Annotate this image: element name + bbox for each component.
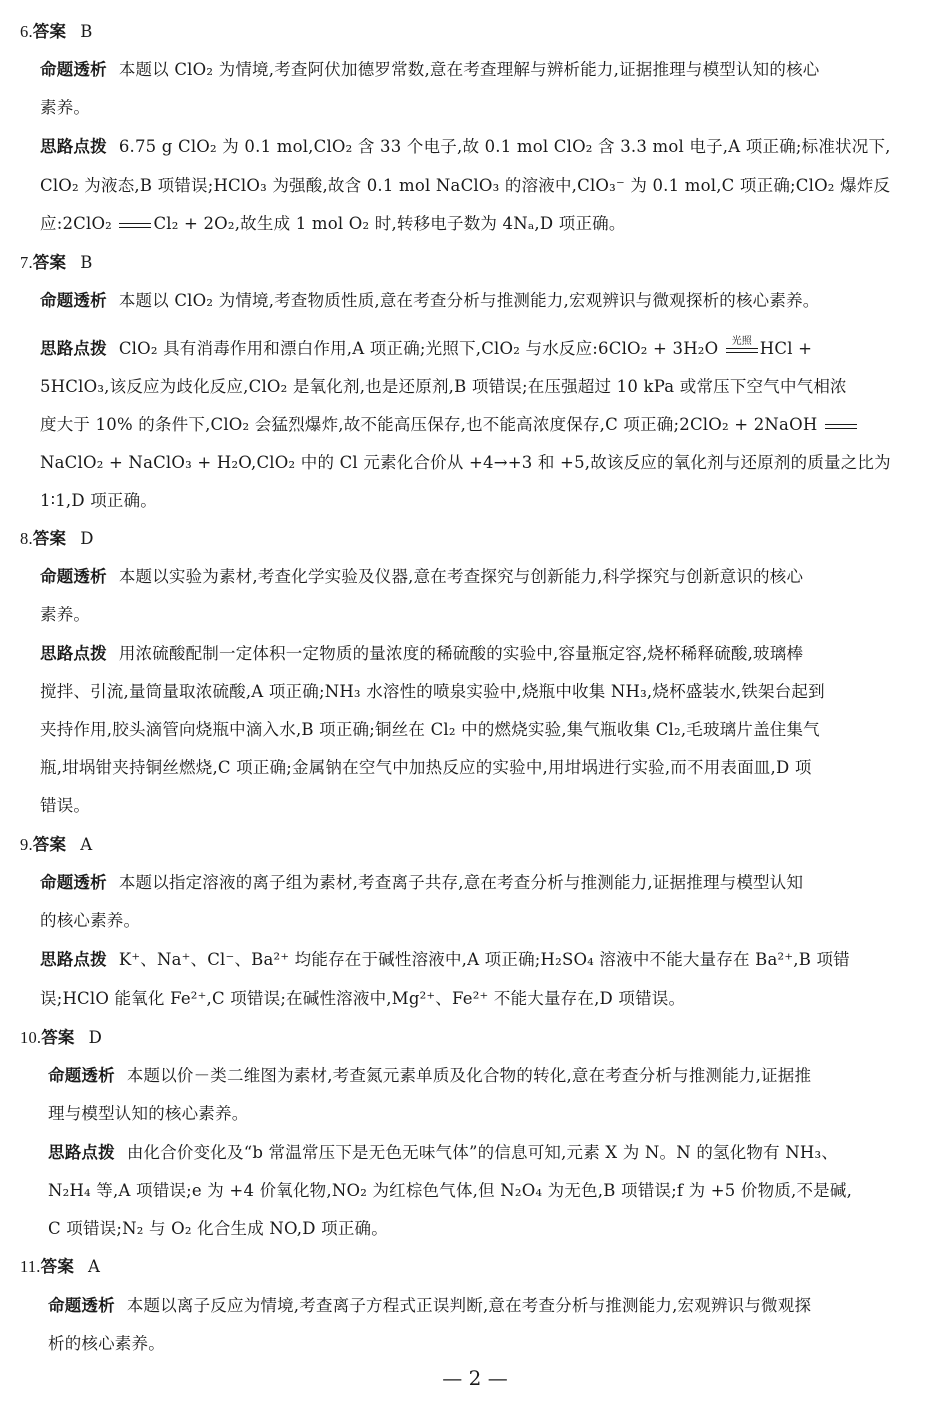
q7-analysis-line-1 bbox=[40, 291, 928, 311]
text: 度大于 10% 的条件下,ClO₂ 会猛烈爆炸,故不能高压保存,也不能高浓度保存,C 项正确;2ClO₂ + 2NaOH bbox=[40, 415, 823, 434]
q6-hint-line-2: ClO₂ 为液态,B 项错误;HClO₃ 为强酸,故含 0.1 mol NaClO₃ 的溶液中,ClO₃⁻ 为 0.1 mol,C 项正确;ClO₂ 爆炸反 bbox=[40, 176, 891, 195]
q6-answer-line bbox=[20, 22, 928, 42]
text: 本题以 ClO₂ 为情境,考查物质性质,意在考查分析与推测能力,宏观辨识与微观探析的核心素养。 bbox=[118, 291, 820, 310]
text: 应:2ClO₂ bbox=[40, 214, 118, 233]
q11-analysis-line-1 bbox=[48, 1296, 928, 1316]
text: 本题以实验为素材,考查化学实验及仪器,意在考查探究与创新能力,科学探究与创新意识的核心 bbox=[118, 567, 804, 586]
q7-answer-line bbox=[20, 253, 928, 273]
q6-hint-line-3 bbox=[40, 214, 928, 235]
question-number: 10. bbox=[20, 1028, 42, 1047]
answer-value: B bbox=[80, 22, 93, 41]
equals-sign-icon bbox=[117, 215, 153, 235]
hint-label: 思路点拨 bbox=[40, 137, 107, 156]
answer-value: A bbox=[80, 835, 93, 854]
text: 6.75 g ClO₂ 为 0.1 mol,ClO₂ 含 33 个电子,故 0.1 mol ClO₂ 含 3.3 mol 电子,A 项正确;标准状况下, bbox=[118, 137, 891, 156]
q6-analysis-line-2: 素养。 bbox=[40, 98, 91, 117]
answer-value: D bbox=[80, 529, 94, 548]
q7-hint-line-3 bbox=[40, 415, 928, 436]
q6-hint-line-1 bbox=[40, 137, 928, 157]
question-number: 7. bbox=[20, 253, 33, 272]
text: HCl + bbox=[759, 339, 813, 358]
q8-answer-line bbox=[20, 529, 928, 549]
question-number: 9. bbox=[20, 835, 33, 854]
hint-label: 思路点拨 bbox=[48, 1143, 115, 1162]
text: 由化合价变化及“b 常温常压下是无色无味气体”的信息可知,元素 X 为 N。N 的氢化物有 NH₃、 bbox=[126, 1143, 839, 1162]
text: 本题以 ClO₂ 为情境,考查阿伏加德罗常数,意在考查理解与辨析能力,证据推理与模型认知的核心 bbox=[118, 60, 820, 79]
q10-hint-line-1 bbox=[48, 1143, 928, 1163]
analysis-label: 命题透析 bbox=[40, 567, 107, 586]
q7-hint-line-4: NaClO₂ + NaClO₃ + H₂O,ClO₂ 中的 Cl 元素化合价从 +4→+3 和 +5,故该反应的氧化剂与还原剂的质量之比为 bbox=[40, 453, 891, 472]
q9-answer-line bbox=[20, 835, 928, 855]
answer-label: 答案 bbox=[32, 253, 67, 272]
text: 用浓硫酸配制一定体积一定物质的量浓度的稀硫酸的实验中,容量瓶定容,烧杯稀释硫酸,玻璃棒 bbox=[118, 644, 804, 663]
condition-text: 光照 bbox=[731, 335, 752, 347]
q8-hint-line-1 bbox=[40, 644, 928, 664]
q7-hint-line-2: 5HClO₃,该反应为歧化反应,ClO₂ 是氧化剂,也是还原剂,B 项错误;在压强超过 10 kPa 或常压下空气中气相浓 bbox=[40, 377, 847, 396]
answer-label: 答案 bbox=[41, 1028, 75, 1047]
question-number: 8. bbox=[20, 529, 33, 548]
analysis-label: 命题透析 bbox=[40, 60, 107, 79]
q9-analysis-line-1 bbox=[40, 873, 928, 893]
analysis-label: 命题透析 bbox=[40, 291, 107, 310]
q9-hint-line-1 bbox=[40, 950, 928, 970]
text: ClO₂ 具有消毒作用和漂白作用,A 项正确;光照下,ClO₂ 与水反应:6ClO₂ + 3H₂O bbox=[118, 339, 724, 358]
hint-label: 思路点拨 bbox=[40, 644, 107, 663]
q10-analysis-line-1 bbox=[48, 1066, 928, 1086]
q8-hint-line-4: 瓶,坩埚钳夹持铜丝燃烧,C 项正确;金属钠在空气中加热反应的实验中,用坩埚进行实验,而不用表面皿,D 项 bbox=[40, 758, 812, 777]
answer-label: 答案 bbox=[40, 1257, 75, 1276]
hint-label: 思路点拨 bbox=[40, 950, 107, 969]
text: Cl₂ + 2O₂,故生成 1 mol O₂ 时,转移电子数为 4Nₐ,D 项正确。 bbox=[153, 214, 626, 233]
answer-label: 答案 bbox=[32, 22, 67, 41]
q7-hint-line-1 bbox=[40, 335, 928, 360]
q8-hint-line-2: 搅拌、引流,量筒量取浓硫酸,A 项正确;NH₃ 水溶性的喷泉实验中,烧瓶中收集 NH₃,烧杯盛装水,铁架台起到 bbox=[40, 682, 825, 701]
text: 本题以价－类二维图为素材,考查氮元素单质及化合物的转化,意在考查分析与推测能力,证据推 bbox=[126, 1066, 812, 1085]
answer-value: A bbox=[88, 1257, 101, 1276]
analysis-label: 命题透析 bbox=[40, 873, 107, 892]
q8-analysis-line-2: 素养。 bbox=[40, 605, 91, 624]
q6-analysis-line-1 bbox=[40, 60, 928, 80]
analysis-label: 命题透析 bbox=[48, 1296, 115, 1315]
q8-analysis-line-1 bbox=[40, 567, 928, 587]
q10-analysis-line-2: 理与模型认知的核心素养。 bbox=[48, 1104, 249, 1123]
q8-hint-line-3: 夹持作用,胶头滴管向烧瓶中滴入水,B 项正确;铜丝在 Cl₂ 中的燃烧实验,集气瓶收集 Cl₂,毛玻璃片盖住集气 bbox=[40, 720, 820, 739]
hint-label: 思路点拨 bbox=[40, 339, 107, 358]
text: 本题以离子反应为情境,考查离子方程式正误判断,意在考查分析与推测能力,宏观辨识与微观探 bbox=[126, 1296, 812, 1315]
equals-sign-icon bbox=[724, 335, 760, 360]
text: K⁺、Na⁺、Cl⁻、Ba²⁺ 均能存在于碱性溶液中,A 项正确;H₂SO₄ 溶液中不能大量存在 Ba²⁺,B 项错 bbox=[118, 950, 850, 969]
q8-hint-line-5: 错误。 bbox=[40, 796, 91, 815]
q10-answer-line bbox=[20, 1028, 928, 1048]
q9-analysis-line-2: 的核心素养。 bbox=[40, 911, 141, 930]
answer-label: 答案 bbox=[32, 835, 67, 854]
question-number: 11. bbox=[20, 1257, 41, 1276]
page-number: — 2 — bbox=[442, 1366, 508, 1390]
equals-sign-icon bbox=[823, 416, 859, 436]
q11-answer-line bbox=[20, 1257, 928, 1277]
q10-hint-line-3: C 项错误;N₂ 与 O₂ 化合生成 NO,D 项正确。 bbox=[48, 1219, 388, 1238]
text: 本题以指定溶液的离子组为素材,考查离子共存,意在考查分析与推测能力,证据推理与模型认知 bbox=[118, 873, 804, 892]
q9-hint-line-2: 误;HClO 能氧化 Fe²⁺,C 项错误;在碱性溶液中,Mg²⁺、Fe²⁺ 不能大量存在,D 项错误。 bbox=[40, 989, 686, 1008]
question-number: 6. bbox=[20, 22, 33, 41]
answer-value: D bbox=[88, 1028, 103, 1047]
analysis-label: 命题透析 bbox=[48, 1066, 115, 1085]
answer-value: B bbox=[80, 253, 93, 272]
q10-hint-line-2: N₂H₄ 等,A 项错误;e 为 +4 价氧化物,NO₂ 为红棕色气体,但 N₂O₄ 为无色,B 项错误;f 为 +5 价物质,不是碱, bbox=[48, 1181, 853, 1200]
q11-analysis-line-2: 析的核心素养。 bbox=[48, 1334, 165, 1353]
q7-hint-line-5: 1∶1,D 项正确。 bbox=[40, 491, 158, 510]
answer-label: 答案 bbox=[32, 529, 67, 548]
